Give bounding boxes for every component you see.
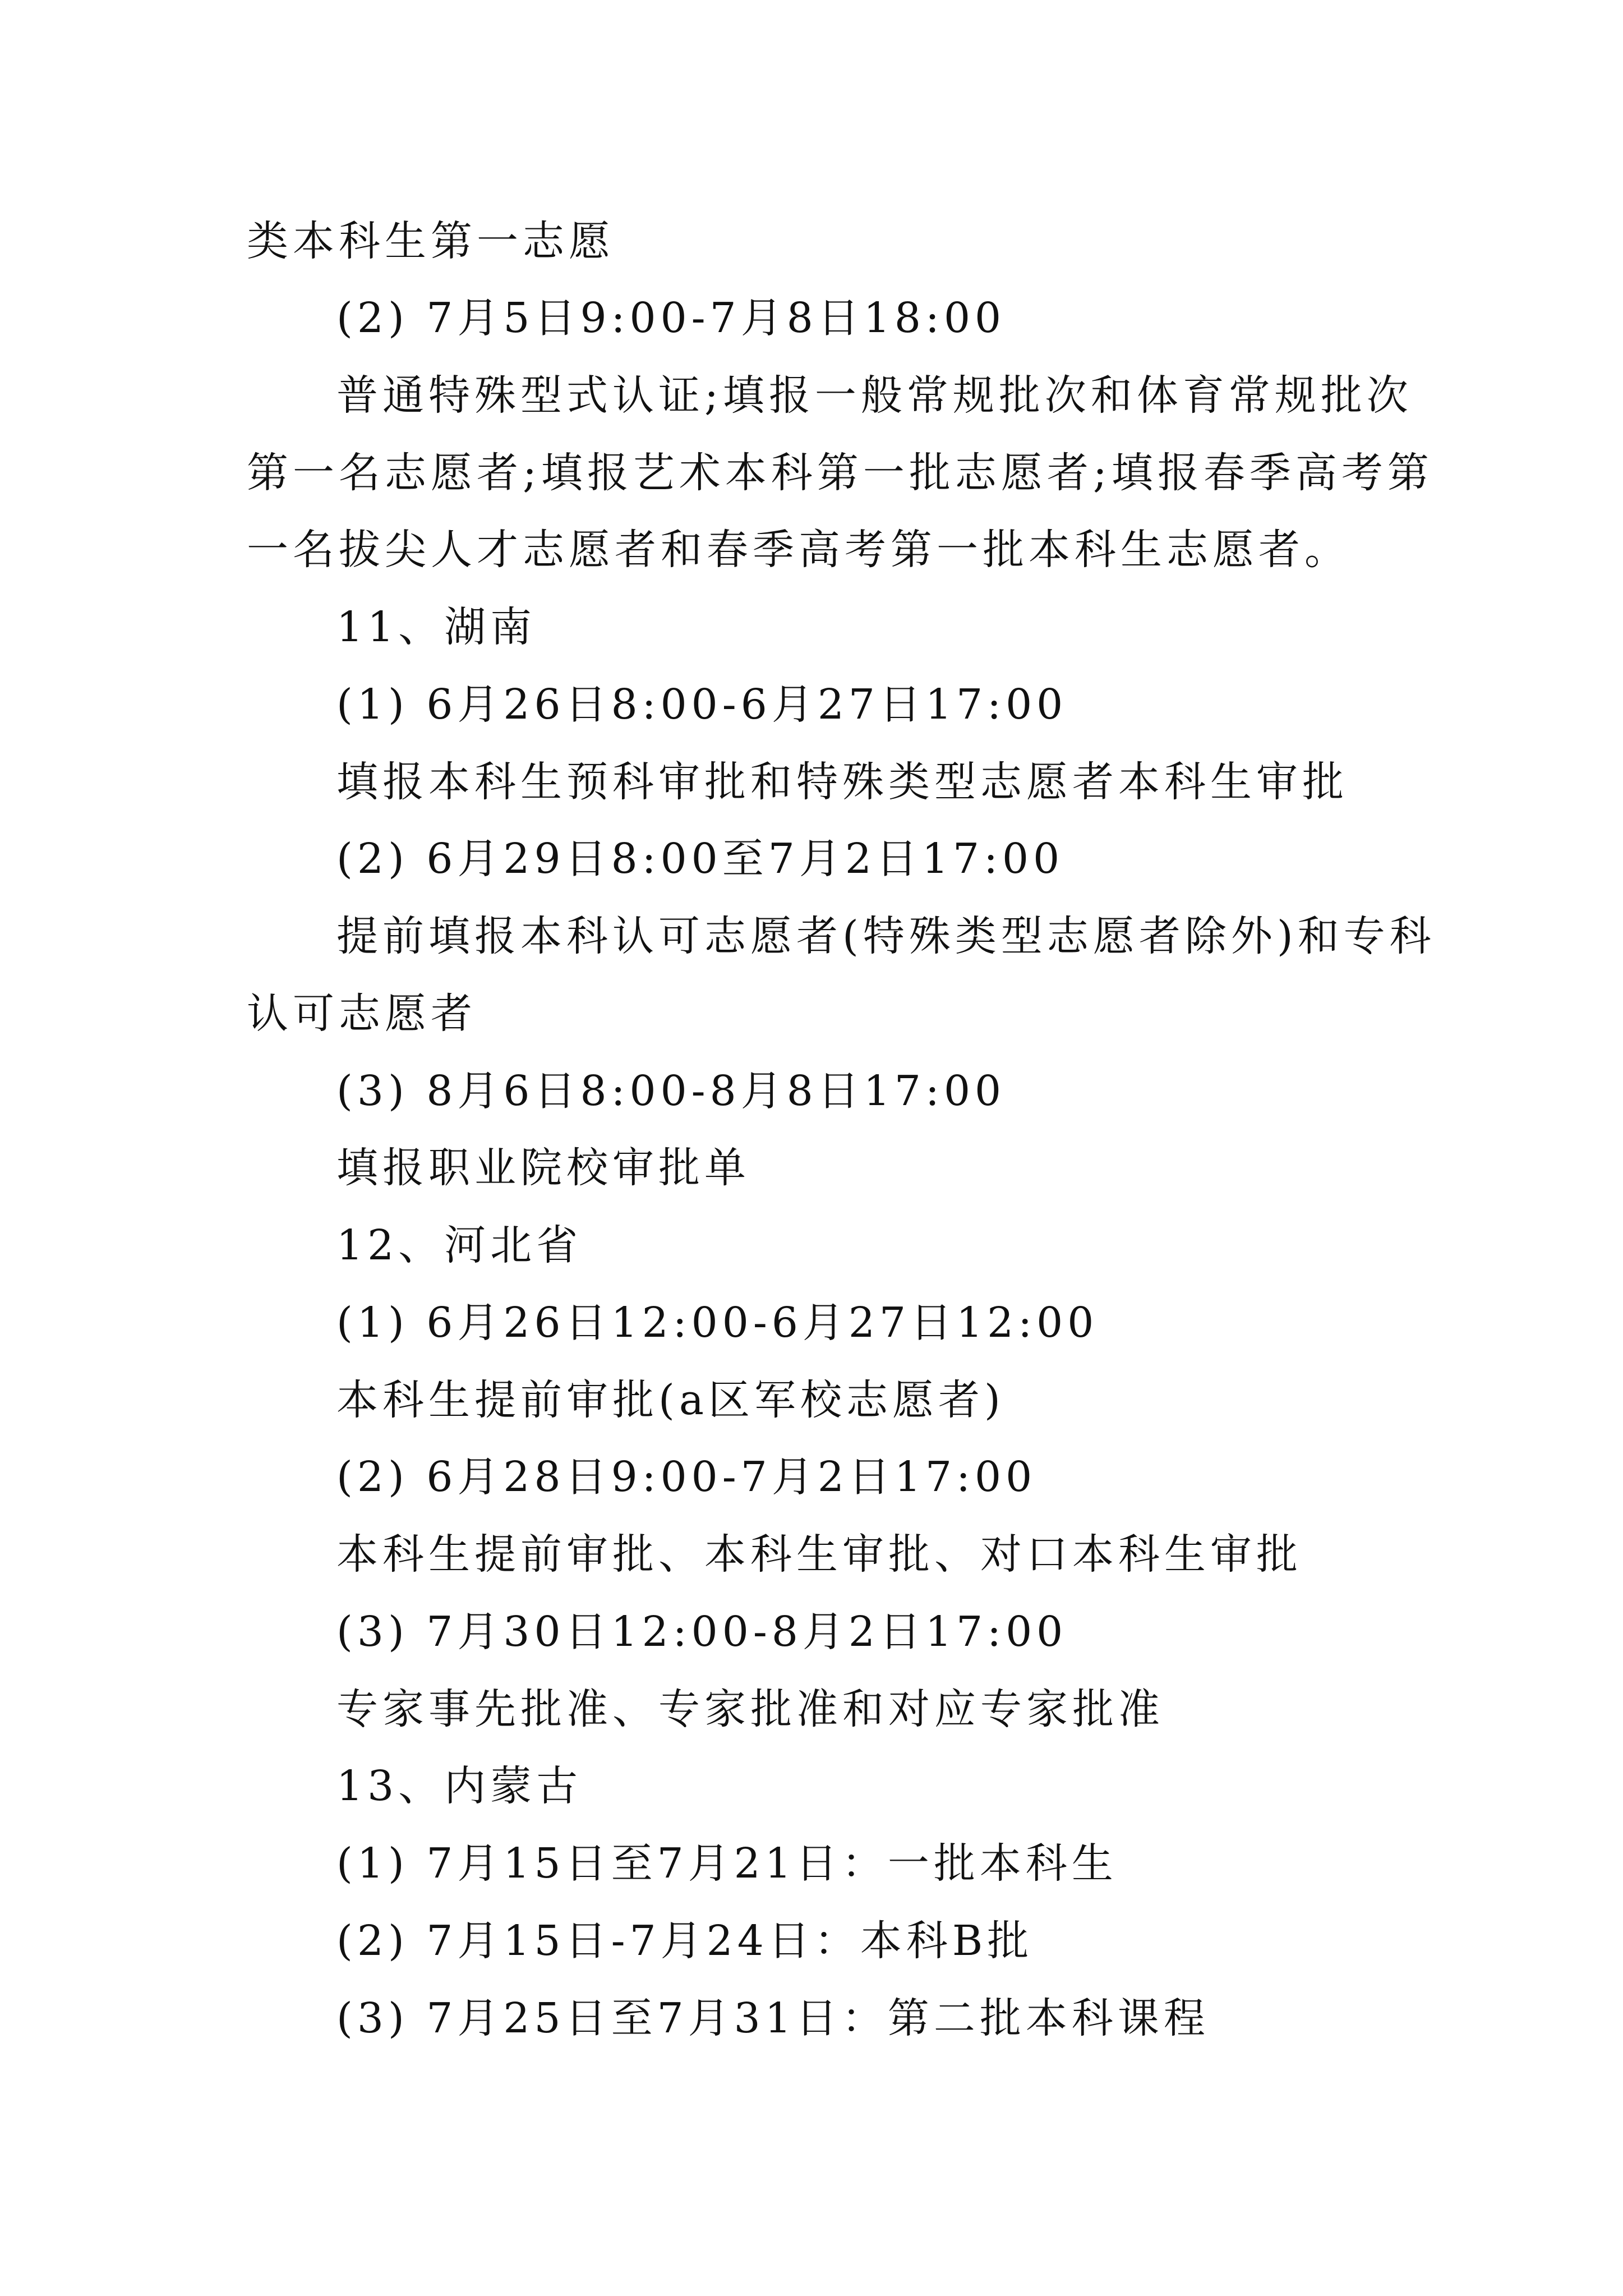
text-line: (2) 7月15日-7月24日：本科B批 [336,1917,1034,1965]
text-line: (1) 6月26日8:00-6月27日17:00 [336,680,1068,729]
text-line: 本科生提前审批(a区军校志愿者) [336,1376,1005,1424]
text-line: (1) 6月26日12:00-6月27日12:00 [336,1299,1099,1347]
text-line: (1) 7月15日至7月21日：一批本科生 [336,1839,1118,1888]
text-line: 认可志愿者 [247,990,477,1038]
text-line: (3) 8月6日8:00-8月8日17:00 [336,1067,1006,1115]
text-line: 第一名志愿者;填报艺术本科第一批志愿者;填报春季高考第 [247,449,1433,497]
text-line: (3) 7月25日至7月31日：第二批本科课程 [336,1994,1210,2042]
text-line: 填报本科生预科审批和特殊类型志愿者本科生审批 [336,758,1348,806]
section-heading: 11、湖南 [336,603,537,651]
text-line: 普通特殊型式认证;填报一般常规批次和体育常规批次 [336,371,1413,420]
text-line: (2) 7月5日9:00-7月8日18:00 [336,294,1006,342]
text-line: 专家事先批准、专家批准和对应专家批准 [336,1685,1164,1733]
text-line: (2) 6月28日9:00-7月2日17:00 [336,1453,1037,1501]
text-line: (3) 7月30日12:00-8月2日17:00 [336,1608,1068,1656]
section-heading: 13、内蒙古 [336,1762,583,1810]
text-line: 本科生提前审批、本科生审批、对口本科生审批 [336,1530,1302,1579]
section-heading: 12、河北省 [336,1221,583,1269]
text-line: 类本科生第一志愿 [247,217,615,265]
text-line: 填报职业院校审批单 [336,1144,750,1192]
text-line: 提前填报本科认可志愿者(特殊类型志愿者除外)和专科 [336,912,1436,960]
text-line: 一名拔尖人才志愿者和春季高考第一批本科生志愿者。 [247,526,1350,574]
text-line: (2) 6月29日8:00至7月2日17:00 [336,835,1064,883]
